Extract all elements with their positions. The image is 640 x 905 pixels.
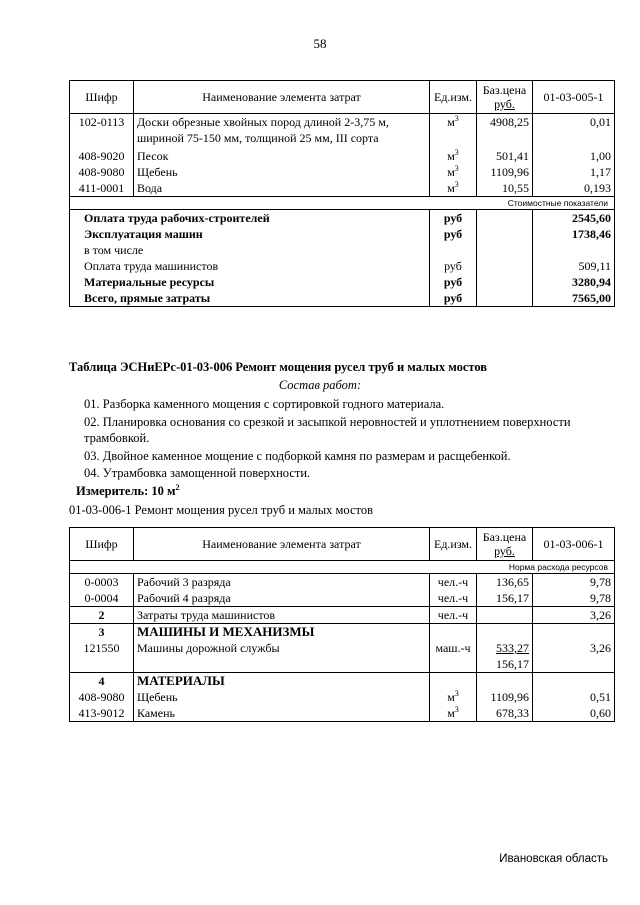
row-name: Щебень xyxy=(134,164,430,180)
row-norm: 9,78 xyxy=(533,574,615,591)
row-unit: чел.-ч xyxy=(430,607,477,624)
row-unit: $м^3$ xyxy=(430,146,477,164)
cost-indicators-header: Стоимостные показатели xyxy=(70,197,615,210)
norm-header: Норма расхода ресурсов xyxy=(70,561,615,574)
norm-subtitle: 01-03-006-1 Ремонт мощения русел труб и малых мостов xyxy=(69,503,373,517)
summary-value: 3280,94 xyxy=(533,274,615,290)
summary-value: 1738,46 xyxy=(533,226,615,242)
row-name: Рабочий 3 разряда xyxy=(134,574,430,591)
summary-name: Эксплуатация машин xyxy=(84,227,203,241)
summary-name: Материальные ресурсы xyxy=(84,275,215,289)
row-price: 156,17 xyxy=(477,590,533,607)
summary-row xyxy=(70,226,615,242)
table-row xyxy=(70,180,615,197)
work-item: 01. Разборка каменного мощения с сортировкой годного материала. xyxy=(84,397,445,411)
header-name: Наименование элемента затрат xyxy=(134,528,430,561)
header-code: Шифр xyxy=(70,81,134,114)
row-unit: чел.-ч xyxy=(430,574,477,591)
row-code: 411-0001 xyxy=(78,181,125,195)
row-unit: $м^3$ xyxy=(430,164,477,180)
row-norm: 3,26 xyxy=(533,607,615,624)
row-unit: $м^3$ xyxy=(430,705,477,722)
row-code: 408-9080 xyxy=(78,690,125,704)
row-unit: маш.-ч xyxy=(430,640,477,673)
row-unit: $м^3$ xyxy=(430,689,477,705)
summary-row xyxy=(70,290,615,307)
header-price: Баз.цена руб. xyxy=(477,528,533,561)
row-price: 501,41 xyxy=(477,146,533,164)
norm-header-row xyxy=(70,561,615,574)
header-price: Баз.цена руб. xyxy=(477,81,533,114)
summary-unit: руб xyxy=(430,226,477,242)
work-item: трамбовкой. xyxy=(84,431,150,445)
row-name: Машины дорожной службы xyxy=(134,640,430,673)
table-row xyxy=(70,574,615,591)
row-norm: 0,51 xyxy=(533,689,615,705)
section-row xyxy=(70,624,615,641)
row-name: Затраты труда машинистов xyxy=(134,607,430,624)
cost-indicators-header-row xyxy=(70,197,615,210)
composition-label: Состав работ: xyxy=(278,378,362,392)
summary-value: 7565,00 xyxy=(533,290,615,307)
work-item: 03. Двойное каменное мощение с подборкой камня по размерам и расщебенкой. xyxy=(84,449,511,463)
table-row xyxy=(70,640,615,673)
row-price: 10,55 xyxy=(477,180,533,197)
header-name: Наименование элемента затрат xyxy=(134,81,430,114)
summary-row xyxy=(70,210,615,227)
measure-unit: Измеритель: 10 $м^2$ xyxy=(76,482,180,498)
header-unit: Ед.изм. xyxy=(430,528,477,561)
row-price: 4908,25 xyxy=(477,114,533,147)
row-norm: 3,26 xyxy=(533,640,615,673)
row-norm: 1,00 xyxy=(533,146,615,164)
row-name: Вода xyxy=(134,180,430,197)
row-code: 408-9020 xyxy=(78,149,125,163)
summary-value: 2545,60 xyxy=(533,210,615,227)
row-name: Камень xyxy=(134,705,430,722)
summary-value: 509,11 xyxy=(533,258,615,274)
summary-name: в том числе xyxy=(84,243,144,257)
row-unit: $м^3$ xyxy=(430,114,477,147)
summary-unit: руб xyxy=(430,274,477,290)
row-price: 136,65 xyxy=(477,574,533,591)
summary-unit: руб xyxy=(430,290,477,307)
row-price: 1109,96 xyxy=(477,164,533,180)
table-row xyxy=(70,689,615,705)
summary-name: Оплата труда рабочих-строителей xyxy=(70,210,430,227)
header-norm: 01-03-006-1 xyxy=(533,528,615,561)
work-item: 04. Утрамбовка замощенной поверхности. xyxy=(84,466,311,480)
row-norm: 9,78 xyxy=(533,590,615,607)
row-norm: 0,01 xyxy=(533,114,615,147)
table-row xyxy=(70,590,615,607)
table-row xyxy=(70,705,615,722)
table-row xyxy=(70,114,615,147)
row-code: 102-0113 xyxy=(78,115,125,129)
row-code: 413-9012 xyxy=(78,706,125,720)
table-title: Таблица ЭСНиЕРс-01-03-006 Ремонт мощения русел труб и малых мостов xyxy=(69,360,488,374)
row-name: Песок xyxy=(134,146,430,164)
page-number: 58 xyxy=(313,36,327,51)
row-code: 3 xyxy=(70,624,134,641)
section-row xyxy=(70,673,615,690)
work-item: 02. Планировка основания со срезкой и засыпкой неровностей и уплотнением поверхности xyxy=(84,415,571,429)
summary-row xyxy=(70,274,615,290)
row-code: 2 xyxy=(70,607,134,624)
row-code: 408-9080 xyxy=(78,165,125,179)
row-price: 1109,96 xyxy=(477,689,533,705)
header-norm: 01-03-005-1 xyxy=(533,81,615,114)
row-price: 678,33 xyxy=(477,705,533,722)
row-unit: $м^3$ xyxy=(430,180,477,197)
table-row xyxy=(70,164,615,180)
row-name: Щебень xyxy=(134,689,430,705)
summary-row xyxy=(70,242,615,258)
header-unit: Ед.изм. xyxy=(430,81,477,114)
footer-region: Ивановская область xyxy=(499,853,608,865)
row-norm: 0,193 xyxy=(533,180,615,197)
row-price: 533,27 156,17 xyxy=(477,640,533,673)
summary-unit: руб xyxy=(430,210,477,227)
table-row xyxy=(70,146,615,164)
row-name: МАШИНЫ И МЕХАНИЗМЫ xyxy=(134,624,430,641)
cost-table-01-03-005-1 xyxy=(69,80,615,307)
header-code: Шифр xyxy=(70,528,134,561)
row-code: 0-0004 xyxy=(84,591,119,605)
row-norm: 0,60 xyxy=(533,705,615,722)
row-name: МАТЕРИАЛЫ xyxy=(134,673,430,690)
row-code: 121550 xyxy=(83,641,120,655)
row-code: 4 xyxy=(70,673,134,690)
row-norm: 1,17 xyxy=(533,164,615,180)
row-name: Рабочий 4 разряда xyxy=(134,590,430,607)
cost-table-01-03-006-1 xyxy=(69,527,615,722)
row-code: 0-0003 xyxy=(84,575,119,589)
summary-name: Всего, прямые затраты xyxy=(84,291,211,305)
row-name: Доски обрезные хвойных пород длиной 2-3,75 м, шириной 75-150 мм, толщиной 25 мм, III сорта xyxy=(134,114,430,147)
row-unit: чел.-ч xyxy=(430,590,477,607)
summary-name: Оплата труда машинистов xyxy=(84,259,219,273)
table-row xyxy=(70,607,615,624)
summary-unit: руб xyxy=(430,258,477,274)
summary-row xyxy=(70,258,615,274)
